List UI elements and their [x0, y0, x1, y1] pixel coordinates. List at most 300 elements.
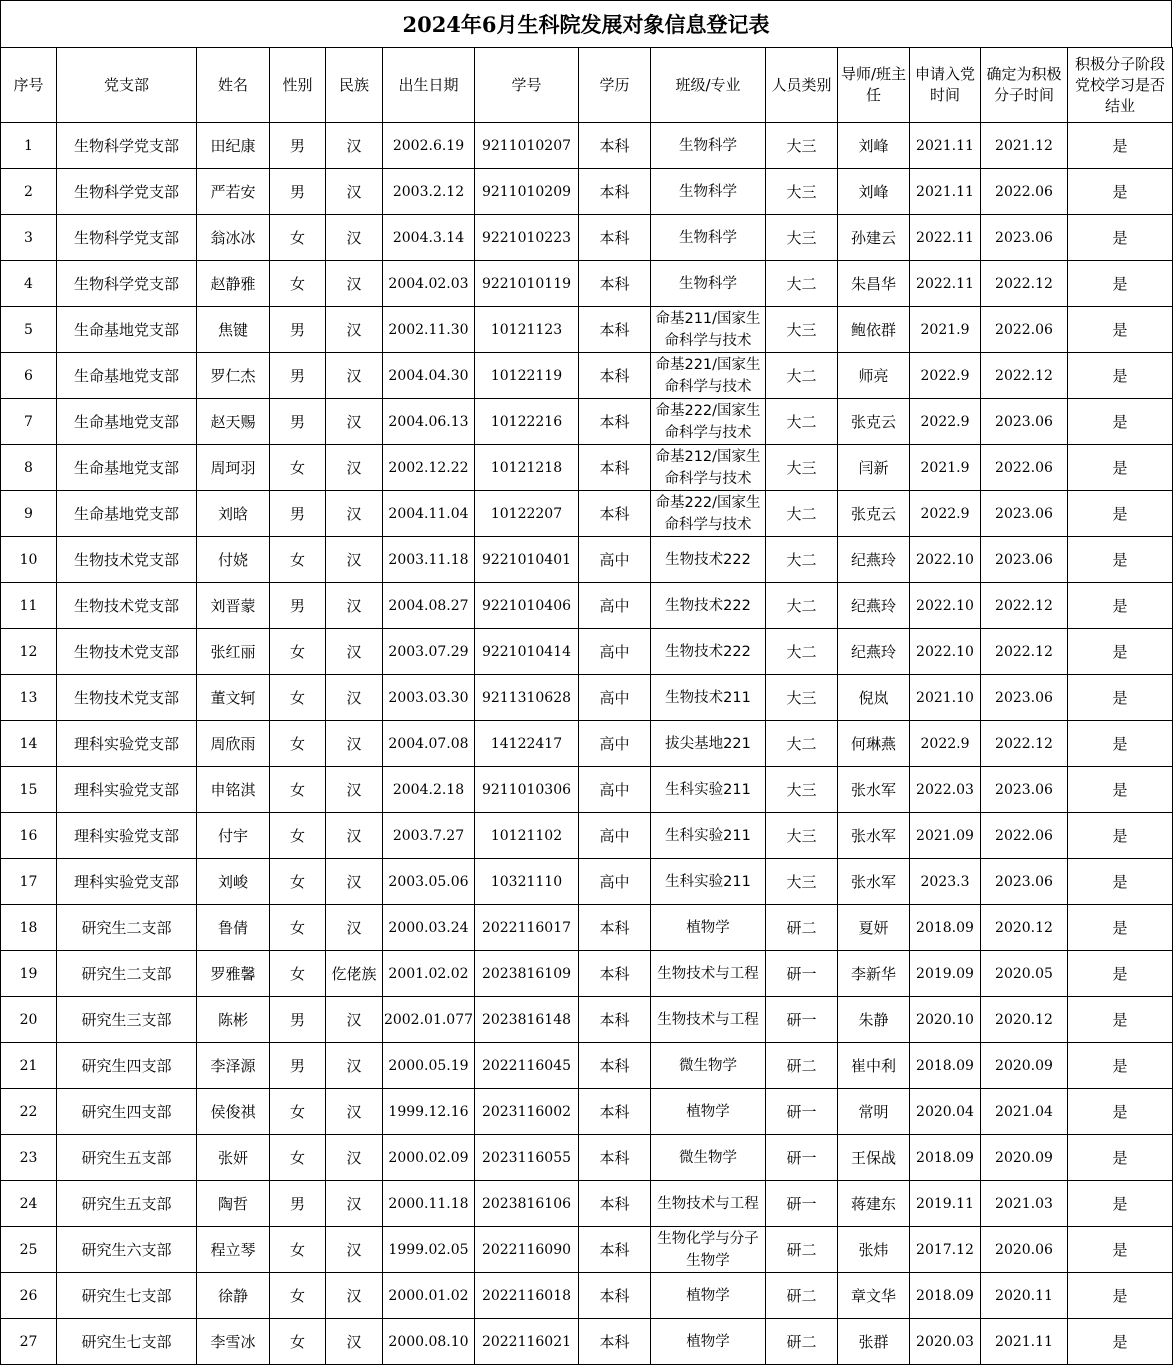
cell-advisor: 张水军	[838, 767, 910, 813]
cell-category: 研二	[766, 1227, 838, 1273]
cell-category: 大二	[766, 721, 838, 767]
cell-category: 大三	[766, 215, 838, 261]
cell-apply-date: 2022.11	[910, 261, 981, 307]
cell-activist-date: 2023.06	[981, 215, 1068, 261]
cell-training-completed: 是	[1068, 721, 1173, 767]
table-row	[1, 675, 1173, 721]
cell-index: 13	[1, 675, 57, 721]
cell-class-major: 生物技术222	[651, 629, 766, 675]
cell-birthdate: 1999.02.05	[383, 1227, 475, 1273]
cell-training-completed: 是	[1068, 1135, 1173, 1181]
cell-training-completed: 是	[1068, 1319, 1173, 1365]
cell-category: 研二	[766, 1273, 838, 1319]
cell-class-major: 拔尖基地221	[651, 721, 766, 767]
cell-training-completed: 是	[1068, 813, 1173, 859]
cell-apply-date: 2021.09	[910, 813, 981, 859]
cell-advisor: 蒋建东	[838, 1181, 910, 1227]
cell-training-completed: 是	[1068, 353, 1173, 399]
cell-index: 23	[1, 1135, 57, 1181]
cell-gender: 女	[270, 215, 326, 261]
cell-gender: 女	[270, 721, 326, 767]
cell-birthdate: 2004.11.04	[383, 491, 475, 537]
cell-ethnicity: 汉	[326, 169, 383, 215]
cell-branch: 研究生二支部	[57, 905, 197, 951]
cell-advisor: 张群	[838, 1319, 910, 1365]
cell-branch: 研究生二支部	[57, 951, 197, 997]
cell-birthdate: 2001.02.02	[383, 951, 475, 997]
cell-name: 刘晗	[197, 491, 270, 537]
cell-category: 大二	[766, 353, 838, 399]
col-header-education: 学历	[579, 48, 651, 123]
cell-apply-date: 2023.3	[910, 859, 981, 905]
cell-activist-date: 2021.12	[981, 123, 1068, 169]
cell-class-major: 植物学	[651, 1273, 766, 1319]
cell-ethnicity: 汉	[326, 675, 383, 721]
col-header-student-id: 学号	[475, 48, 579, 123]
cell-index: 16	[1, 813, 57, 859]
cell-branch: 生物科学党支部	[57, 169, 197, 215]
cell-ethnicity: 汉	[326, 491, 383, 537]
cell-index: 18	[1, 905, 57, 951]
cell-training-completed: 是	[1068, 951, 1173, 997]
cell-category: 大二	[766, 537, 838, 583]
cell-name: 付宇	[197, 813, 270, 859]
cell-advisor: 刘峰	[838, 123, 910, 169]
cell-name: 严若安	[197, 169, 270, 215]
col-header-branch: 党支部	[57, 48, 197, 123]
cell-advisor: 孙建云	[838, 215, 910, 261]
cell-birthdate: 2002.11.30	[383, 307, 475, 353]
table-row	[1, 1319, 1173, 1365]
cell-training-completed: 是	[1068, 1227, 1173, 1273]
cell-ethnicity: 汉	[326, 629, 383, 675]
table-row	[1, 123, 1173, 169]
cell-training-completed: 是	[1068, 629, 1173, 675]
col-header-name: 姓名	[197, 48, 270, 123]
cell-gender: 女	[270, 859, 326, 905]
cell-name: 刘峻	[197, 859, 270, 905]
cell-category: 大二	[766, 629, 838, 675]
cell-activist-date: 2020.12	[981, 905, 1068, 951]
cell-apply-date: 2021.11	[910, 169, 981, 215]
cell-index: 12	[1, 629, 57, 675]
cell-education: 高中	[579, 721, 651, 767]
header-row	[1, 48, 1173, 123]
cell-class-major: 命基221/国家生命科学与技术	[651, 353, 766, 399]
cell-gender: 男	[270, 169, 326, 215]
cell-index: 15	[1, 767, 57, 813]
cell-education: 本科	[579, 123, 651, 169]
cell-category: 大二	[766, 491, 838, 537]
cell-education: 本科	[579, 997, 651, 1043]
cell-ethnicity: 汉	[326, 537, 383, 583]
cell-education: 本科	[579, 1273, 651, 1319]
cell-advisor: 夏妍	[838, 905, 910, 951]
cell-ethnicity: 汉	[326, 1089, 383, 1135]
cell-index: 2	[1, 169, 57, 215]
table-row	[1, 1043, 1173, 1089]
table-row	[1, 629, 1173, 675]
cell-index: 6	[1, 353, 57, 399]
cell-gender: 男	[270, 123, 326, 169]
col-header-advisor: 导师/班主任	[838, 48, 910, 123]
col-header-ethnicity: 民族	[326, 48, 383, 123]
cell-birthdate: 2000.05.19	[383, 1043, 475, 1089]
cell-training-completed: 是	[1068, 1089, 1173, 1135]
cell-category: 大二	[766, 399, 838, 445]
cell-class-major: 生科实验211	[651, 813, 766, 859]
cell-category: 大三	[766, 675, 838, 721]
cell-branch: 生物科学党支部	[57, 261, 197, 307]
cell-gender: 女	[270, 813, 326, 859]
cell-category: 大二	[766, 261, 838, 307]
cell-training-completed: 是	[1068, 307, 1173, 353]
cell-index: 24	[1, 1181, 57, 1227]
cell-index: 7	[1, 399, 57, 445]
cell-apply-date: 2020.04	[910, 1089, 981, 1135]
cell-ethnicity: 汉	[326, 1273, 383, 1319]
cell-education: 高中	[579, 859, 651, 905]
col-header-class-major: 班级/专业	[651, 48, 766, 123]
table-row	[1, 859, 1173, 905]
cell-name: 李雪冰	[197, 1319, 270, 1365]
cell-student-id: 2022116018	[475, 1273, 579, 1319]
cell-activist-date: 2022.12	[981, 721, 1068, 767]
cell-apply-date: 2022.9	[910, 399, 981, 445]
cell-apply-date: 2022.03	[910, 767, 981, 813]
cell-training-completed: 是	[1068, 261, 1173, 307]
cell-apply-date: 2018.09	[910, 1043, 981, 1089]
table-row	[1, 951, 1173, 997]
cell-name: 董文轲	[197, 675, 270, 721]
col-header-apply-date: 申请入党时间	[910, 48, 981, 123]
table-row	[1, 537, 1173, 583]
cell-education: 本科	[579, 353, 651, 399]
cell-name: 罗仁杰	[197, 353, 270, 399]
cell-gender: 女	[270, 1089, 326, 1135]
cell-class-major: 生物技术222	[651, 583, 766, 629]
cell-birthdate: 2003.11.18	[383, 537, 475, 583]
cell-category: 研二	[766, 905, 838, 951]
cell-ethnicity: 汉	[326, 813, 383, 859]
cell-branch: 生命基地党支部	[57, 399, 197, 445]
cell-index: 19	[1, 951, 57, 997]
cell-student-id: 14122417	[475, 721, 579, 767]
cell-class-major: 生科实验211	[651, 767, 766, 813]
cell-class-major: 生物技术211	[651, 675, 766, 721]
cell-class-major: 生物化学与分子生物学	[651, 1227, 766, 1273]
cell-birthdate: 2004.07.08	[383, 721, 475, 767]
cell-birthdate: 2003.2.12	[383, 169, 475, 215]
cell-apply-date: 2022.9	[910, 353, 981, 399]
cell-education: 本科	[579, 307, 651, 353]
cell-class-major: 命基222/国家生命科学与技术	[651, 399, 766, 445]
cell-student-id: 9221010223	[475, 215, 579, 261]
cell-index: 4	[1, 261, 57, 307]
cell-ethnicity: 汉	[326, 1181, 383, 1227]
cell-birthdate: 2004.04.30	[383, 353, 475, 399]
cell-advisor: 章文华	[838, 1273, 910, 1319]
cell-student-id: 2023816109	[475, 951, 579, 997]
cell-index: 11	[1, 583, 57, 629]
cell-activist-date: 2023.06	[981, 491, 1068, 537]
cell-index: 14	[1, 721, 57, 767]
cell-advisor: 李新华	[838, 951, 910, 997]
cell-class-major: 微生物学	[651, 1043, 766, 1089]
cell-activist-date: 2022.06	[981, 307, 1068, 353]
cell-training-completed: 是	[1068, 675, 1173, 721]
cell-training-completed: 是	[1068, 1043, 1173, 1089]
cell-class-major: 植物学	[651, 1089, 766, 1135]
cell-activist-date: 2023.06	[981, 537, 1068, 583]
cell-branch: 生命基地党支部	[57, 445, 197, 491]
cell-gender: 男	[270, 997, 326, 1043]
cell-name: 焦键	[197, 307, 270, 353]
table-row	[1, 997, 1173, 1043]
cell-student-id: 2022116090	[475, 1227, 579, 1273]
cell-activist-date: 2022.12	[981, 629, 1068, 675]
cell-birthdate: 2002.01.077	[383, 997, 475, 1043]
cell-student-id: 9221010414	[475, 629, 579, 675]
cell-branch: 研究生七支部	[57, 1319, 197, 1365]
table-row	[1, 1273, 1173, 1319]
cell-apply-date: 2021.9	[910, 445, 981, 491]
cell-name: 申铭淇	[197, 767, 270, 813]
cell-category: 研二	[766, 1319, 838, 1365]
cell-ethnicity: 汉	[326, 123, 383, 169]
cell-education: 高中	[579, 767, 651, 813]
table-row	[1, 1181, 1173, 1227]
cell-education: 高中	[579, 583, 651, 629]
cell-education: 本科	[579, 215, 651, 261]
cell-class-major: 生物技术与工程	[651, 1181, 766, 1227]
cell-education: 本科	[579, 1135, 651, 1181]
cell-index: 21	[1, 1043, 57, 1089]
cell-birthdate: 2003.03.30	[383, 675, 475, 721]
cell-index: 25	[1, 1227, 57, 1273]
cell-gender: 男	[270, 307, 326, 353]
cell-activist-date: 2020.12	[981, 997, 1068, 1043]
cell-birthdate: 2000.08.10	[383, 1319, 475, 1365]
cell-apply-date: 2021.9	[910, 307, 981, 353]
cell-branch: 研究生五支部	[57, 1135, 197, 1181]
cell-student-id: 2023816106	[475, 1181, 579, 1227]
cell-student-id: 10122216	[475, 399, 579, 445]
cell-category: 研二	[766, 1043, 838, 1089]
cell-education: 本科	[579, 1319, 651, 1365]
cell-birthdate: 2002.6.19	[383, 123, 475, 169]
cell-student-id: 2023816148	[475, 997, 579, 1043]
cell-gender: 女	[270, 951, 326, 997]
cell-training-completed: 是	[1068, 215, 1173, 261]
cell-gender: 男	[270, 399, 326, 445]
cell-education: 本科	[579, 491, 651, 537]
cell-class-major: 生科实验211	[651, 859, 766, 905]
cell-class-major: 生物科学	[651, 169, 766, 215]
cell-branch: 生物技术党支部	[57, 537, 197, 583]
cell-name: 张红丽	[197, 629, 270, 675]
cell-advisor: 张炜	[838, 1227, 910, 1273]
cell-index: 27	[1, 1319, 57, 1365]
cell-branch: 生命基地党支部	[57, 491, 197, 537]
cell-index: 10	[1, 537, 57, 583]
cell-activist-date: 2021.04	[981, 1089, 1068, 1135]
cell-gender: 女	[270, 537, 326, 583]
col-header-birthdate: 出生日期	[383, 48, 475, 123]
cell-class-major: 命基222/国家生命科学与技术	[651, 491, 766, 537]
cell-advisor: 崔中利	[838, 1043, 910, 1089]
cell-student-id: 9221010401	[475, 537, 579, 583]
cell-ethnicity: 汉	[326, 1135, 383, 1181]
cell-training-completed: 是	[1068, 859, 1173, 905]
cell-education: 高中	[579, 813, 651, 859]
cell-name: 赵天赐	[197, 399, 270, 445]
cell-class-major: 植物学	[651, 905, 766, 951]
cell-activist-date: 2021.11	[981, 1319, 1068, 1365]
cell-name: 周欣雨	[197, 721, 270, 767]
cell-education: 本科	[579, 261, 651, 307]
table-row	[1, 169, 1173, 215]
cell-ethnicity: 汉	[326, 1319, 383, 1365]
cell-ethnicity: 仡佬族	[326, 951, 383, 997]
cell-class-major: 生物科学	[651, 261, 766, 307]
cell-student-id: 2022116017	[475, 905, 579, 951]
cell-category: 大三	[766, 123, 838, 169]
cell-training-completed: 是	[1068, 997, 1173, 1043]
cell-ethnicity: 汉	[326, 1043, 383, 1089]
cell-birthdate: 2003.07.29	[383, 629, 475, 675]
cell-category: 研一	[766, 951, 838, 997]
cell-advisor: 纪燕玲	[838, 629, 910, 675]
cell-name: 刘晋蒙	[197, 583, 270, 629]
table-row	[1, 445, 1173, 491]
cell-activist-date: 2020.09	[981, 1135, 1068, 1181]
cell-branch: 生物技术党支部	[57, 675, 197, 721]
cell-gender: 女	[270, 1135, 326, 1181]
cell-branch: 研究生三支部	[57, 997, 197, 1043]
cell-category: 研一	[766, 997, 838, 1043]
cell-ethnicity: 汉	[326, 307, 383, 353]
cell-advisor: 常明	[838, 1089, 910, 1135]
cell-gender: 女	[270, 675, 326, 721]
table-row	[1, 491, 1173, 537]
cell-student-id: 2023116002	[475, 1089, 579, 1135]
cell-advisor: 闫新	[838, 445, 910, 491]
cell-branch: 研究生七支部	[57, 1273, 197, 1319]
cell-class-major: 生物技术222	[651, 537, 766, 583]
cell-branch: 研究生五支部	[57, 1181, 197, 1227]
cell-advisor: 倪岚	[838, 675, 910, 721]
cell-name: 周珂羽	[197, 445, 270, 491]
registration-table	[0, 47, 1173, 1365]
cell-training-completed: 是	[1068, 537, 1173, 583]
cell-category: 大三	[766, 767, 838, 813]
cell-education: 本科	[579, 169, 651, 215]
cell-gender: 女	[270, 1319, 326, 1365]
table-row	[1, 215, 1173, 261]
cell-student-id: 10122207	[475, 491, 579, 537]
cell-class-major: 生物科学	[651, 123, 766, 169]
cell-name: 罗雅馨	[197, 951, 270, 997]
cell-advisor: 刘峰	[838, 169, 910, 215]
table-row	[1, 583, 1173, 629]
cell-branch: 生命基地党支部	[57, 353, 197, 399]
cell-student-id: 2022116045	[475, 1043, 579, 1089]
cell-class-major: 命基211/国家生命科学与技术	[651, 307, 766, 353]
cell-birthdate: 2004.08.27	[383, 583, 475, 629]
cell-class-major: 微生物学	[651, 1135, 766, 1181]
cell-ethnicity: 汉	[326, 997, 383, 1043]
cell-apply-date: 2017.12	[910, 1227, 981, 1273]
cell-gender: 女	[270, 1227, 326, 1273]
cell-index: 17	[1, 859, 57, 905]
cell-name: 徐静	[197, 1273, 270, 1319]
cell-category: 大三	[766, 859, 838, 905]
cell-ethnicity: 汉	[326, 215, 383, 261]
cell-training-completed: 是	[1068, 767, 1173, 813]
cell-branch: 理科实验党支部	[57, 767, 197, 813]
cell-ethnicity: 汉	[326, 261, 383, 307]
cell-class-major: 生物技术与工程	[651, 997, 766, 1043]
cell-advisor: 何琳燕	[838, 721, 910, 767]
cell-index: 3	[1, 215, 57, 261]
cell-activist-date: 2023.06	[981, 675, 1068, 721]
cell-ethnicity: 汉	[326, 1227, 383, 1273]
cell-birthdate: 2004.02.03	[383, 261, 475, 307]
cell-name: 侯俊祺	[197, 1089, 270, 1135]
cell-activist-date: 2022.06	[981, 445, 1068, 491]
cell-student-id: 9211010306	[475, 767, 579, 813]
cell-advisor: 张克云	[838, 491, 910, 537]
cell-education: 本科	[579, 1089, 651, 1135]
cell-index: 8	[1, 445, 57, 491]
cell-branch: 理科实验党支部	[57, 721, 197, 767]
cell-branch: 生物科学党支部	[57, 215, 197, 261]
cell-gender: 女	[270, 445, 326, 491]
cell-education: 本科	[579, 445, 651, 491]
table-row	[1, 1089, 1173, 1135]
cell-branch: 生物技术党支部	[57, 629, 197, 675]
cell-gender: 男	[270, 583, 326, 629]
cell-apply-date: 2018.09	[910, 1273, 981, 1319]
cell-apply-date: 2022.10	[910, 537, 981, 583]
cell-student-id: 9221010119	[475, 261, 579, 307]
cell-name: 鲁倩	[197, 905, 270, 951]
cell-activist-date: 2020.11	[981, 1273, 1068, 1319]
cell-branch: 理科实验党支部	[57, 859, 197, 905]
cell-activist-date: 2020.06	[981, 1227, 1068, 1273]
cell-advisor: 张克云	[838, 399, 910, 445]
cell-name: 田纪康	[197, 123, 270, 169]
cell-apply-date: 2019.11	[910, 1181, 981, 1227]
cell-apply-date: 2022.11	[910, 215, 981, 261]
cell-name: 付娆	[197, 537, 270, 583]
cell-branch: 研究生四支部	[57, 1043, 197, 1089]
cell-student-id: 9211010207	[475, 123, 579, 169]
cell-advisor: 张水军	[838, 813, 910, 859]
cell-ethnicity: 汉	[326, 445, 383, 491]
cell-gender: 女	[270, 767, 326, 813]
cell-name: 翁冰冰	[197, 215, 270, 261]
cell-name: 陶哲	[197, 1181, 270, 1227]
cell-birthdate: 2000.02.09	[383, 1135, 475, 1181]
cell-advisor: 张水军	[838, 859, 910, 905]
cell-activist-date: 2020.09	[981, 1043, 1068, 1089]
cell-education: 本科	[579, 1227, 651, 1273]
cell-activist-date: 2023.06	[981, 859, 1068, 905]
cell-gender: 男	[270, 353, 326, 399]
cell-category: 大三	[766, 445, 838, 491]
